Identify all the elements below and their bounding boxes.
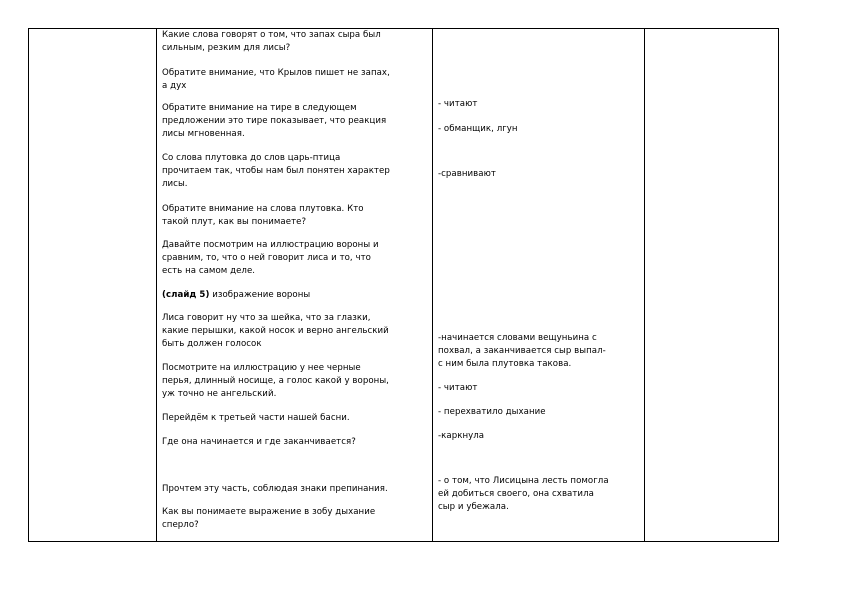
student-paragraph: - о том, что Лисицына лесть помогла ей добиться своего, она схватила сыр и убежала.	[438, 476, 609, 512]
teacher-paragraph: Какие слова говорят о том, что запах сыра был сильным, резким для лисы?	[162, 30, 381, 53]
stage-column-cell	[29, 29, 156, 541]
student-activity-cell	[433, 29, 644, 541]
teacher-paragraph: Обратите внимание, что Крылов пишет не запах, а дух	[162, 68, 390, 91]
student-paragraph: - перехватило дыхание	[438, 407, 546, 417]
slide-note	[162, 289, 428, 302]
teacher-paragraph: Перейдём к третьей части нашей басни.	[162, 413, 350, 423]
student-paragraph: -каркнула	[438, 431, 485, 441]
teacher-paragraph: Где она начинается и где заканчивается?	[162, 437, 356, 447]
notes-column-cell	[645, 29, 778, 541]
student-paragraph: -начинается словами вещуньина с похвал, а заканчивается сыр выпал- с ним была плутовка такова.	[438, 333, 606, 369]
slide-label: (слайд 5)	[162, 290, 210, 300]
teacher-paragraph: Как вы понимаете выражение в зобу дыхание сперло?	[162, 507, 376, 530]
teacher-paragraph: Со слова плутовка до слов царь-птица прочитаем так, чтобы нам был понятен характер лисы.	[162, 153, 390, 189]
teacher-paragraph: Прочтем эту часть, соблюдая знаки препинания.	[162, 484, 388, 494]
lesson-table	[28, 28, 779, 542]
teacher-paragraph: Обратите внимание на тире в следующем предложении это тире показывает, что реакция лисы мгновенная.	[162, 103, 387, 139]
student-paragraph: - читают	[438, 383, 478, 393]
teacher-paragraph: Посмотрите на иллюстрацию у нее черные перья, длинный носище, а голос какой у вороны, уж точно не ангельский.	[162, 363, 389, 399]
teacher-paragraph: Лиса говорит ну что за шейка, что за глазки, какие перышки, какой носок и верно ангельский быть должен голосок	[162, 313, 389, 349]
teacher-paragraph: Обратите внимание на слова плутовка. Кто такой плут, как вы понимаете?	[162, 204, 364, 227]
slide-description: изображение вороны	[209, 290, 311, 300]
student-paragraph: - обманщик, лгун	[438, 124, 518, 134]
student-paragraph: -сравнивают	[438, 169, 496, 179]
teacher-activity-cell	[157, 29, 432, 541]
teacher-paragraph: Давайте посмотрим на иллюстрацию вороны и сравним, то, что о ней говорит лиса и то, что есть на самом деле.	[162, 240, 379, 276]
student-paragraph: - читают	[438, 99, 478, 109]
